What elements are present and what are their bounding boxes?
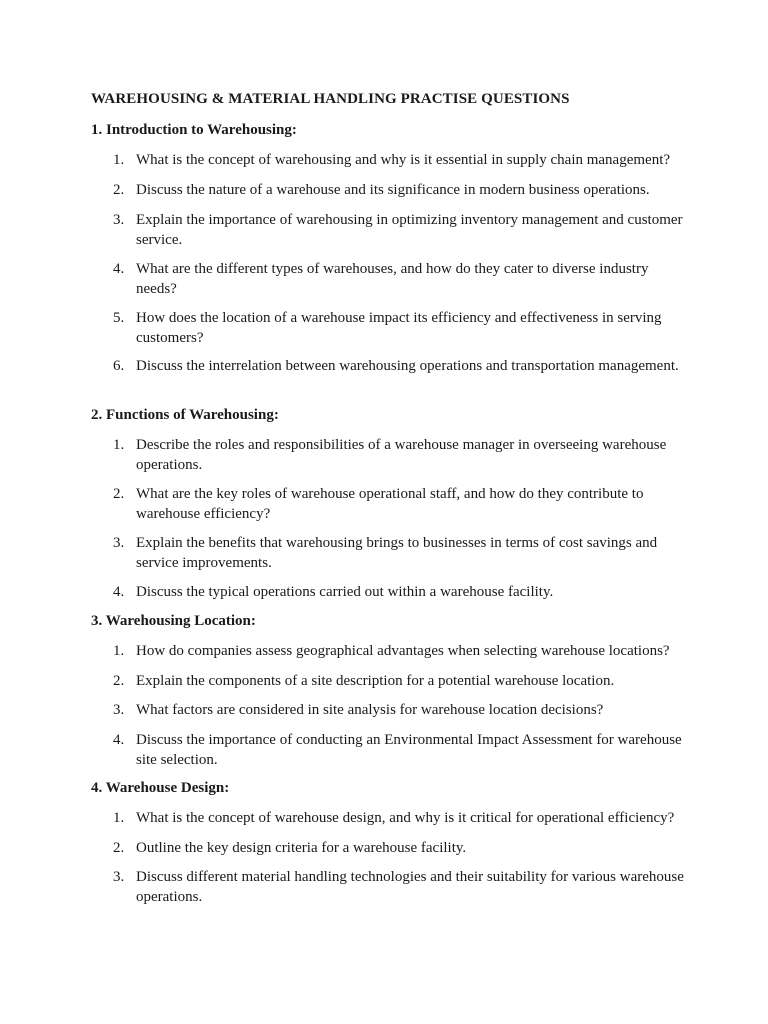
question-text: What are the key roles of warehouse operational staff, and how do they contribute to warehouse efficiency? (136, 486, 644, 522)
question-item (113, 868, 693, 907)
question-text: Describe the roles and responsibilities of a warehouse manager in overseeing warehouse operations. (136, 437, 667, 473)
question-number: 5. (113, 310, 125, 326)
question-text: Explain the importance of warehousing in optimizing inventory management and customer service. (136, 212, 683, 248)
question-item (113, 672, 693, 692)
question-number: 3. (113, 212, 125, 228)
question-number: 2. (113, 182, 125, 198)
question-number: 3. (113, 869, 125, 885)
question-item (113, 642, 693, 662)
question-text: How does the location of a warehouse impact its efficiency and effectiveness in serving customers? (136, 310, 662, 346)
question-text: Explain the components of a site description for a potential warehouse location. (136, 673, 615, 689)
question-item (113, 701, 693, 721)
question-number: 4. (113, 732, 125, 748)
question-text: Discuss the nature of a warehouse and its significance in modern business operations. (136, 182, 650, 198)
question-text: Discuss different material handling technologies and their suitability for various warehouse operations. (136, 869, 684, 905)
question-item (113, 839, 693, 859)
question-item (113, 731, 693, 770)
question-item (113, 181, 693, 201)
question-number: 1. (113, 810, 125, 826)
question-text: How do companies assess geographical advantages when selecting warehouse locations? (136, 643, 670, 659)
question-item (113, 357, 693, 377)
question-number: 2. (113, 840, 125, 856)
question-number: 2. (113, 673, 125, 689)
question-number: 1. (113, 437, 125, 453)
section-heading-location: 3. Warehousing Location: (91, 613, 256, 629)
question-text: Explain the benefits that warehousing brings to businesses in terms of cost savings and service improvements. (136, 535, 658, 571)
question-number: 4. (113, 584, 125, 600)
question-number: 3. (113, 535, 125, 551)
question-text: What is the concept of warehouse design, and why is it critical for operational efficiency? (136, 810, 675, 826)
section-heading-functions: 2. Functions of Warehousing: (91, 407, 279, 423)
question-item (113, 485, 693, 524)
question-item (113, 534, 693, 573)
question-text: Discuss the importance of conducting an Environmental Impact Assessment for warehouse site selection. (136, 732, 682, 768)
question-text: Outline the key design criteria for a warehouse facility. (136, 840, 467, 856)
question-item (113, 436, 693, 475)
question-text: What are the different types of warehouses, and how do they cater to diverse industry needs? (136, 261, 649, 297)
question-item (113, 151, 693, 171)
section-heading-design: 4. Warehouse Design: (91, 780, 230, 796)
question-text: Discuss the typical operations carried out within a warehouse facility. (136, 584, 554, 600)
question-item (113, 583, 693, 603)
question-item (113, 809, 693, 829)
question-number: 1. (113, 643, 125, 659)
question-item (113, 309, 693, 348)
question-number: 6. (113, 358, 125, 374)
question-item (113, 211, 693, 250)
question-number: 3. (113, 702, 125, 718)
question-item (113, 260, 693, 299)
question-number: 2. (113, 486, 125, 502)
question-text: What is the concept of warehousing and why is it essential in supply chain management? (136, 152, 671, 168)
question-number: 4. (113, 261, 125, 277)
section-heading-introduction: 1. Introduction to Warehousing: (91, 122, 297, 138)
question-number: 1. (113, 152, 125, 168)
question-text: Discuss the interrelation between warehousing operations and transportation management. (136, 358, 679, 374)
question-text: What factors are considered in site analysis for warehouse location decisions? (136, 702, 604, 718)
document-title: WAREHOUSING & MATERIAL HANDLING PRACTISE QUESTIONS (91, 91, 570, 107)
